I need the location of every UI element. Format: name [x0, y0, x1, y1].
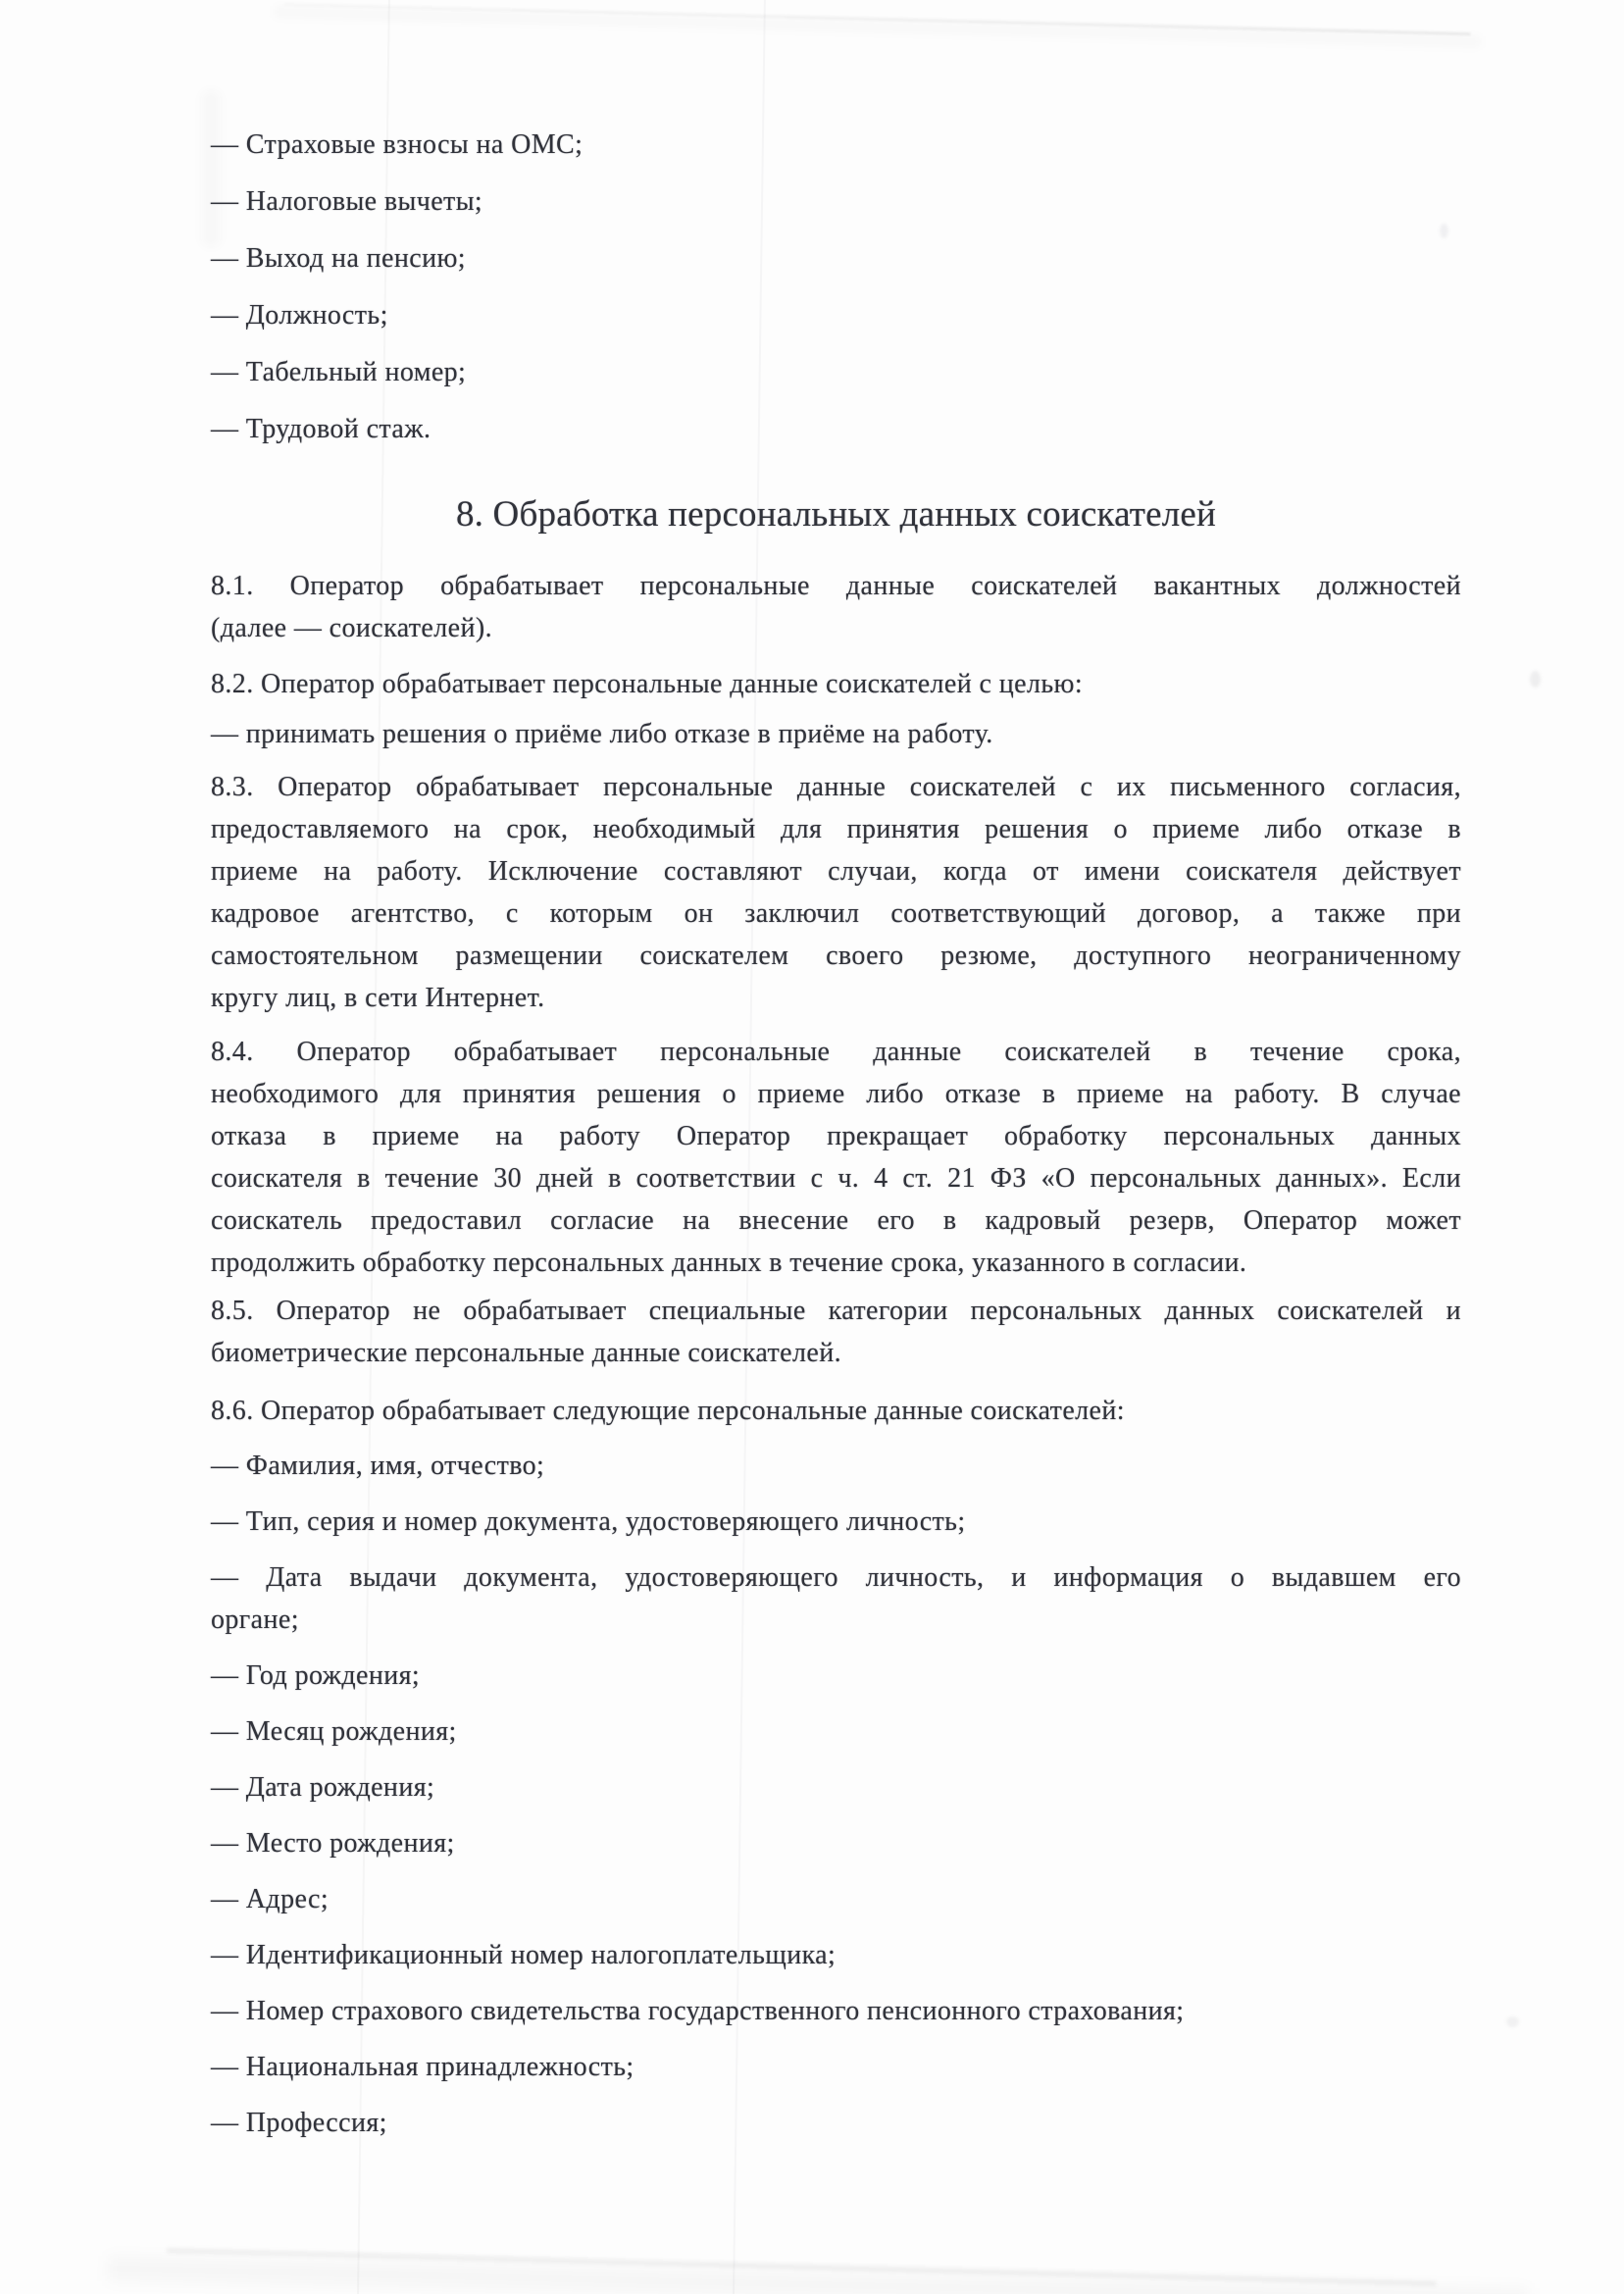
paragraph-line: 8.4. Оператор обрабатывает персональные данные соискателей в течение срока, — [211, 1037, 1461, 1067]
paragraph-line: 8.2. Оператор обрабатывает персональные данные соискателей с целью: — [211, 669, 1084, 699]
section-heading: 8. Обработка персональных данных соискателей — [455, 494, 1217, 535]
employee-data-list — [211, 124, 1461, 451]
list-item — [211, 1556, 1461, 1641]
list-item: — Налоговые вычеты; — [211, 186, 483, 217]
list-item: — Страховые взносы на ОМС; — [211, 129, 584, 160]
paragraph-line: необходимого для принятия решения о приеме либо отказе в приеме на работу. В случае — [211, 1079, 1461, 1109]
list-item — [211, 2046, 1461, 2088]
paragraph-8-1 — [211, 565, 1461, 649]
scan-speck — [1530, 671, 1541, 688]
list-item: — Табельный номер; — [211, 357, 467, 387]
list-item — [211, 1710, 1461, 1753]
list-item-line: — Месяц рождения; — [211, 1716, 457, 1747]
paragraph-line: кругу лиц, в сети Интернет. — [211, 983, 545, 1013]
paragraph-line: биометрические персональные данные соискателей. — [211, 1338, 841, 1368]
list-item — [211, 1990, 1461, 2032]
paragraph-line: приеме на работу. Исключение составляют случаи, когда от имени соискателя действует — [211, 856, 1461, 887]
list-item — [211, 2102, 1461, 2144]
paragraph-8-6 — [211, 1390, 1461, 1432]
list-item-line: — Профессия; — [211, 2108, 387, 2138]
list-item-line: — Фамилия, имя, отчество; — [211, 1451, 545, 1481]
list-item-line: — Адрес; — [211, 1884, 329, 1914]
paragraph-line: кадровое агентство, с которым он заключил соответствующий договор, а также при — [211, 898, 1461, 929]
list-item-line: — Дата выдачи документа, удостоверяющего личность, и информация о выдавшем его — [211, 1562, 1461, 1593]
list-item — [211, 1934, 1461, 1976]
list-item-line: — Номер страхового свидетельства государственного пенсионного страхования; — [211, 1996, 1185, 2026]
paragraph-line: предоставляемого на срок, необходимый для принятия решения о приеме либо отказе в — [211, 814, 1461, 844]
list-item: — принимать решения о приёме либо отказе в приёме на работу. — [211, 719, 993, 749]
paragraph-line: продолжить обработку персональных данных в течение срока, указанного в согласии. — [211, 1248, 1247, 1278]
paragraph-line: соискателя в течение 30 дней в соответствии с ч. 4 ст. 21 ФЗ «О персональных данных». Если — [211, 1163, 1461, 1194]
paragraph-line: самостоятельном размещении соискателем своего резюме, доступного неограниченному — [211, 941, 1461, 971]
list-item-line: — Место рождения; — [211, 1828, 455, 1859]
paragraph-line: соискатель предоставил согласие на внесение его в кадровый резерв, Оператор может — [211, 1205, 1461, 1236]
list-item — [211, 1822, 1461, 1864]
paragraph-line: (далее — соискателей). — [211, 613, 492, 643]
list-item: — Выход на пенсию; — [211, 243, 466, 274]
paragraph-line: 8.3. Оператор обрабатывает персональные данные соискателей с их письменного согласия, — [211, 772, 1461, 802]
list-item — [211, 1655, 1461, 1697]
list-item — [211, 1445, 1461, 1487]
list-item-line: — Год рождения; — [211, 1660, 421, 1691]
scan-speck — [1506, 2016, 1519, 2027]
list-item — [211, 1501, 1461, 1543]
list-item: — Трудовой стаж. — [211, 414, 431, 444]
scan-shadow-bottom-band — [107, 2256, 1529, 2294]
list-item-line: — Идентификационный номер налогоплательщика; — [211, 1940, 837, 1970]
applicant-data-list — [211, 1445, 1461, 2144]
list-item-line: органе; — [211, 1605, 299, 1635]
list-item-line: — Дата рождения; — [211, 1772, 435, 1803]
paragraph-line: 8.6. Оператор обрабатывает следующие персональные данные соискателей: — [211, 1396, 1125, 1426]
list-item-line: — Национальная принадлежность; — [211, 2052, 634, 2082]
list-item — [211, 1766, 1461, 1809]
paragraph-line: отказа в приеме на работу Оператор прекращает обработку персональных данных — [211, 1121, 1461, 1151]
document-content — [211, 0, 1461, 2158]
list-item-line: — Тип, серия и номер документа, удостоверяющего личность; — [211, 1506, 966, 1537]
list-item — [211, 1878, 1461, 1920]
paragraph-8-2 — [211, 663, 1461, 705]
paragraph-8-4 — [211, 1031, 1461, 1284]
paragraph-8-5 — [211, 1290, 1461, 1374]
paragraph-8-3 — [211, 766, 1461, 1019]
list-item: — Должность; — [211, 300, 388, 331]
paragraph-line: 8.5. Оператор не обрабатывает специальные категории персональных данных соискателей и — [211, 1296, 1461, 1326]
paragraph-line: 8.1. Оператор обрабатывает персональные данные соискателей вакантных должностей — [211, 571, 1461, 601]
